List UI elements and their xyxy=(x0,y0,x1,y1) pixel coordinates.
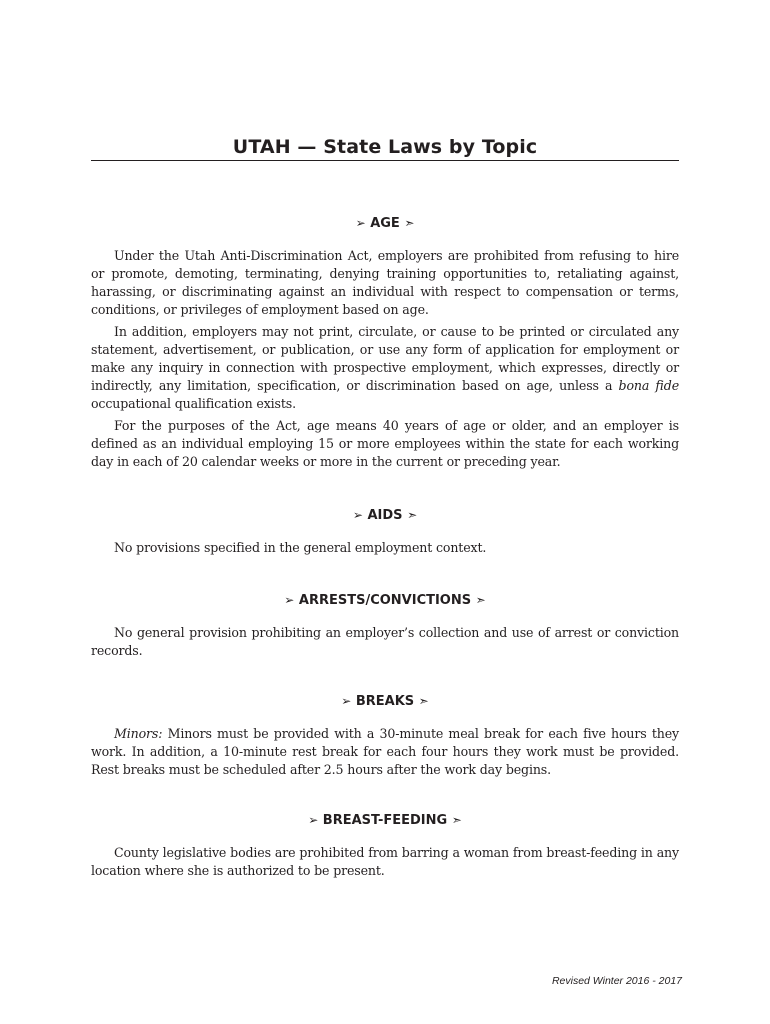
breaks-minors-label: Minors: xyxy=(114,726,163,741)
arrow-left-icon: ➣ xyxy=(451,813,462,827)
section-aids xyxy=(91,506,679,557)
section-heading-breast-feeding xyxy=(91,811,679,830)
age-paragraph-1: Under the Utah Anti-Discrimination Act, employers are prohibited from refusing to hire or promote, demoting, terminating, denying training opportunities to, retaliating against, harassing, or discriminating against an individual with respect to compensation or terms, conditions, or privileges of employment based on age. xyxy=(91,248,679,317)
section-heading-age xyxy=(91,214,679,233)
age-paragraph-2 xyxy=(91,323,679,413)
age-paragraph-2-italic: bona fide xyxy=(618,378,679,393)
section-heading-breaks xyxy=(91,692,679,711)
arrow-right-icon: ➢ xyxy=(308,813,319,827)
document-page xyxy=(91,0,679,1024)
section-breast-feeding xyxy=(91,811,679,880)
arrests-paragraph-1: No general provision prohibiting an employer’s collection and use of arrest or conviction records. xyxy=(91,625,679,658)
heading-label: AGE xyxy=(370,216,400,231)
age-paragraph-2-text-a: In addition, employers may not print, circulate, or cause to be printed or circulated any statement, advertisement, or publication, or use any form of application for employment or make any inquiry in connection with prospective employment, which expresses, directly or indirectly, any limitation, specification, or discrimination based on age, unless a xyxy=(91,324,679,393)
heading-label: BREAST-FEEDING xyxy=(322,813,448,828)
arrow-right-icon: ➢ xyxy=(284,593,295,607)
section-breaks xyxy=(91,692,679,779)
section-heading-arrests-convictions xyxy=(91,591,679,610)
arrow-right-icon: ➢ xyxy=(341,694,352,708)
section-age xyxy=(91,214,679,471)
age-paragraph-3: For the purposes of the Act, age means 40 years of age or older, and an employer is defined as an individual employing 15 or more employees within the state for each working day in each of 20 calendar weeks or more in the current or preceding year. xyxy=(91,418,679,469)
arrow-left-icon: ➣ xyxy=(404,216,415,230)
arrow-right-icon: ➢ xyxy=(355,216,366,230)
title-rule xyxy=(91,160,679,161)
heading-label: BREAKS xyxy=(355,694,415,709)
arrow-left-icon: ➣ xyxy=(407,508,418,522)
page-title: UTAH — State Laws by Topic xyxy=(232,136,538,158)
heading-label: ARRESTS/CONVICTIONS xyxy=(298,593,472,608)
age-paragraph-2-text-b: occupational qualification exists. xyxy=(91,396,296,411)
heading-label: AIDS xyxy=(367,508,403,523)
breaks-paragraph-1-text: Minors must be provided with a 30-minute meal break for each five hours they work. In addition, a 10-minute rest break for each four hours they work must be provided. Rest breaks must be scheduled after 2.5 hours after the work day begins. xyxy=(91,726,679,777)
arrow-left-icon: ➣ xyxy=(475,593,486,607)
breast-feeding-paragraph-1: County legislative bodies are prohibited from barring a woman from breast-feeding in any location where she is authorized to be present. xyxy=(91,845,679,878)
breaks-paragraph-1 xyxy=(91,725,679,779)
aids-paragraph-1: No provisions specified in the general employment context. xyxy=(114,540,487,555)
arrow-right-icon: ➢ xyxy=(352,508,363,522)
revision-footer: Revised Winter 2016 - 2017 xyxy=(551,975,682,987)
section-heading-aids xyxy=(91,506,679,525)
arrow-left-icon: ➣ xyxy=(418,694,429,708)
section-arrests-convictions xyxy=(91,591,679,660)
